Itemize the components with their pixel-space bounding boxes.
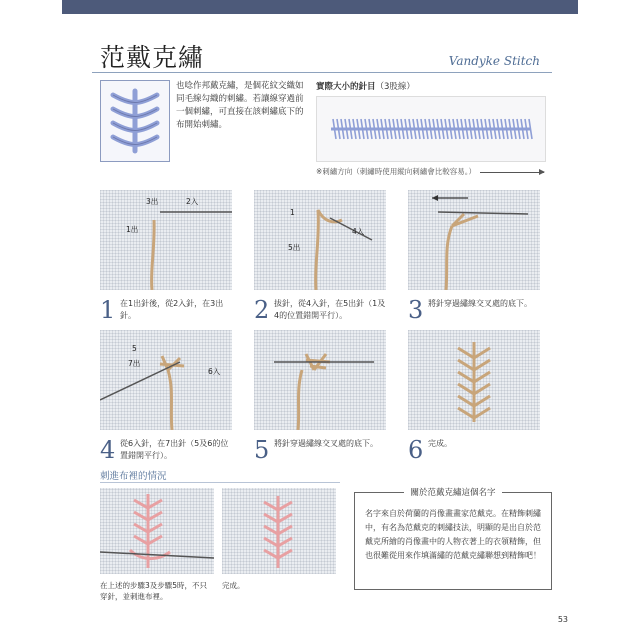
step-number-4: 4 <box>100 436 116 464</box>
cloth-photo-1 <box>100 488 214 574</box>
step-caption-5: 將針穿過繡線交叉處的底下。 <box>274 439 378 448</box>
label-4in: 4入 <box>352 227 365 236</box>
page-number: 53 <box>557 615 568 624</box>
label-2in: 2入 <box>186 197 199 206</box>
step-caption-2: 拔針，從4入針，在5出針（1及4的位置錯開平行）。 <box>274 299 386 320</box>
cloth-section-rule <box>100 482 340 483</box>
sample-heading-note: （3股線） <box>375 82 415 92</box>
label-6in: 6入 <box>208 367 221 376</box>
top-color-bar <box>62 0 578 14</box>
page <box>62 14 578 626</box>
step-3-photo <box>408 190 540 290</box>
label-1out: 1出 <box>126 225 139 234</box>
cloth-photo-2 <box>222 488 336 574</box>
step-number-1: 1 <box>100 296 116 324</box>
step-5-photo <box>254 330 386 430</box>
sample-heading-label: 實際大小的針目 <box>316 82 376 92</box>
english-title: Vandyke Stitch <box>448 54 540 68</box>
stitch-diagram-icon <box>100 80 170 162</box>
step-number-3: 3 <box>408 296 424 324</box>
name-box-text: 名字來自於荷蘭的肖像畫畫家范戴克。在精飾刺繡中，有名為范戴克的刺繡技法，明顯的是出自於范戴克所繪的肖像畫中的人物衣著上的衣領精飾，但也很難從用來作填滿繡的范戴克繡聯想到精飾吧！ <box>365 509 541 560</box>
step-caption-1: 在1出針後，從2入針，在3出針。 <box>120 299 224 320</box>
step-caption-6: 完成。 <box>428 439 452 448</box>
name-origin-box <box>354 488 552 590</box>
step-6-photo <box>408 330 540 430</box>
cloth-section-title: 刺進布裡的情況 <box>100 471 167 482</box>
step-number-6: 6 <box>408 436 424 464</box>
actual-size-sample <box>316 96 546 162</box>
step-caption-4: 從6入針，在7出針（5及6的位置錯開平行）。 <box>120 439 229 460</box>
label-7out: 7出 <box>128 359 141 368</box>
step-number-5: 5 <box>254 436 270 464</box>
label-3out: 3出 <box>146 197 159 206</box>
step-number-2: 2 <box>254 296 270 324</box>
step-1-photo <box>100 190 232 290</box>
label-5: 5 <box>132 344 137 353</box>
name-box-title-text: 關於范戴克繡這個名字 <box>404 488 501 498</box>
step-caption-3: 將針穿過繡線交叉處的底下。 <box>428 299 532 308</box>
name-box-title <box>355 486 551 498</box>
step-4-photo <box>100 330 232 430</box>
cloth-caption-left: 在上述的步驟3及步驟5時，不只穿針，並刺進布裡。 <box>100 581 208 601</box>
label-1: 1 <box>290 208 295 217</box>
direction-arrow-icon <box>480 172 544 173</box>
page-title: 范戴克繡 <box>100 43 205 72</box>
cloth-caption-right: 完成。 <box>222 581 245 590</box>
direction-note: ※刺繡方向（刺繡時使用縱向刺繡會比較容易。） <box>316 167 477 176</box>
step-2-photo <box>254 190 386 290</box>
sample-heading <box>316 80 415 92</box>
label-5out: 5出 <box>288 243 301 252</box>
title-rule <box>92 72 552 73</box>
intro-text: 也唸作邦戴克繡，是個花紋交織如同毛線勾織的刺繡。若讓線穿過前一個刺繡，可直接在該刺繡底下的布開始刺繡。 <box>176 81 304 130</box>
